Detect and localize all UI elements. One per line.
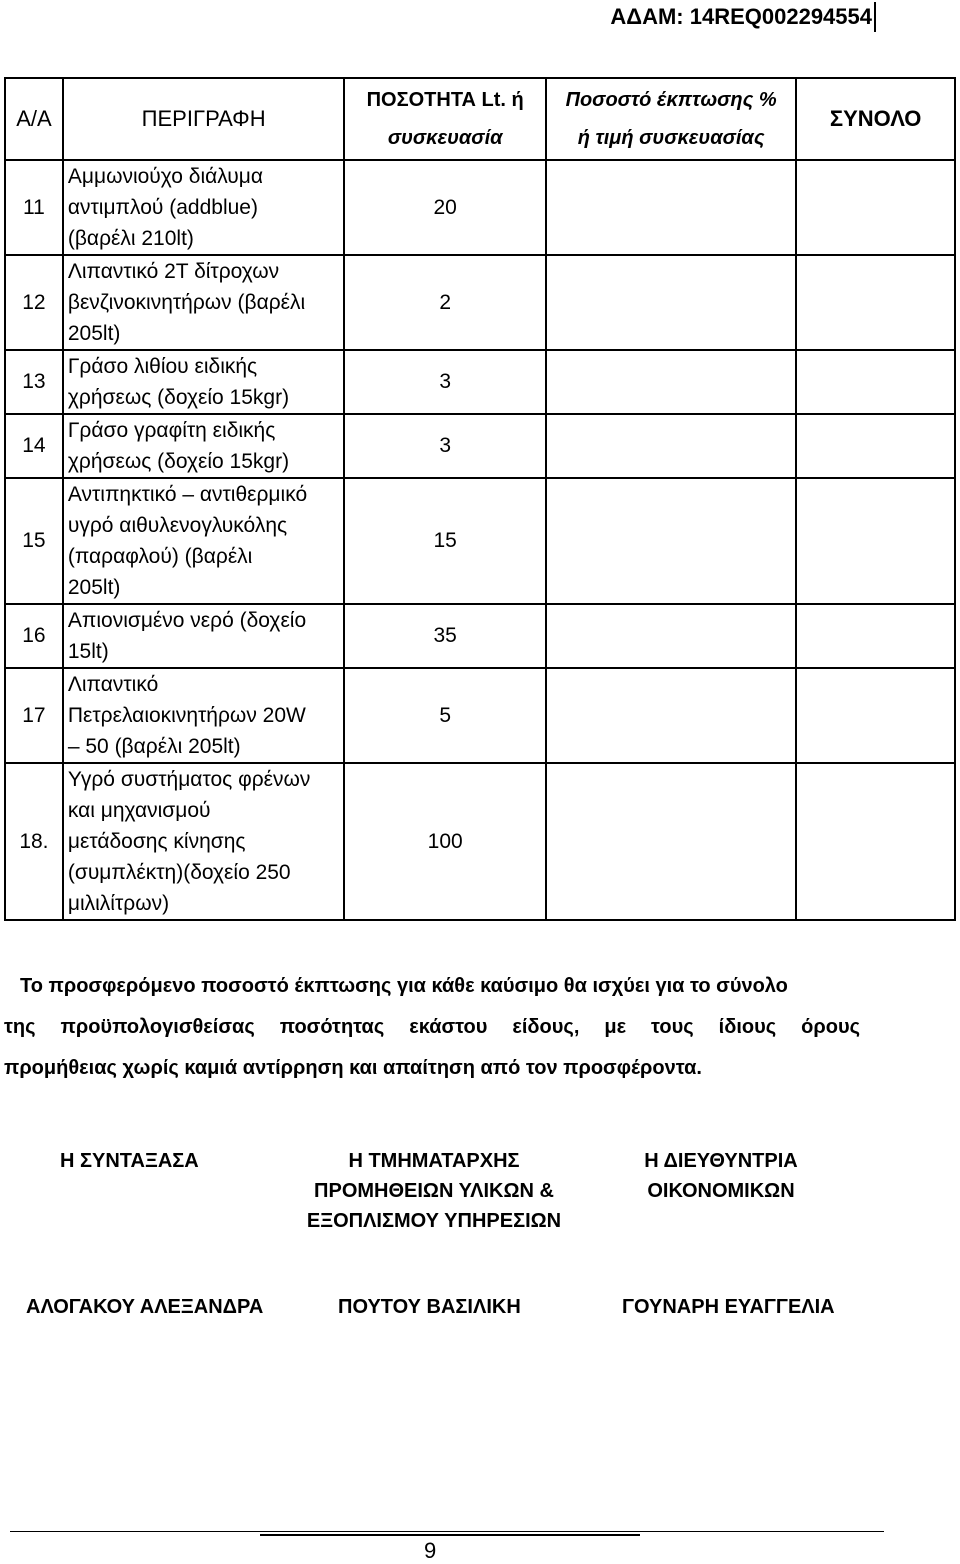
header-description: ΠΕΡΙΓΡΑΦΗ — [63, 78, 345, 160]
row-discount-cell — [546, 763, 796, 920]
description-line: 205lt) — [67, 322, 121, 345]
row-quantity: 5 — [344, 668, 546, 763]
adam-code: ΑΔΑΜ: 14REQ002294554 — [610, 4, 872, 29]
signature-title-1: Η ΣΥΝΤΑΞΑΣΑ — [60, 1150, 199, 1172]
signature-title-3-line1: Η ΔΙΕΥΘΥΝΤΡΙΑ — [644, 1150, 798, 1172]
row-number: 18. — [5, 763, 63, 920]
description-line: χρήσεως (δοχείο 15kgr) — [67, 386, 290, 409]
description-line: 205lt) — [67, 576, 121, 599]
description-line: μιλιλίτρων) — [67, 892, 170, 915]
header-quantity-line1: ΠΟΣΟΤΗΤΑ Lt. ή — [366, 89, 524, 111]
row-number: 17 — [5, 668, 63, 763]
signature-title-2-line3: ΕΞΟΠΛΙΣΜΟΥ ΥΠΗΡΕΣΙΩΝ — [306, 1210, 562, 1232]
table-row — [5, 763, 955, 920]
row-description — [63, 668, 345, 763]
description-line: χρήσεως (δοχείο 15kgr) — [67, 450, 290, 473]
header-discount-line1: Ποσοστό έκπτωσης % — [565, 89, 777, 111]
signature-title-2-line2: ΠΡΟΜΗΘΕΙΩΝ ΥΛΙΚΩΝ & — [314, 1180, 554, 1202]
description-line: και μηχανισμού — [67, 799, 211, 822]
row-total-cell — [796, 478, 955, 604]
description-line: Πετρελαιοκινητήρων 20W — [67, 704, 306, 727]
note-line-2: της προϋπολογισθείσας ποσότητας εκάστου είδους, με τους ίδιους όρους — [4, 1016, 860, 1038]
header-discount — [546, 78, 796, 160]
row-discount-cell — [546, 478, 796, 604]
row-number: 16 — [5, 604, 63, 668]
row-description — [63, 255, 345, 350]
row-description — [63, 604, 345, 668]
row-total-cell — [796, 414, 955, 478]
table-row — [5, 350, 955, 414]
row-number: 14 — [5, 414, 63, 478]
row-total-cell — [796, 668, 955, 763]
row-description — [63, 478, 345, 604]
row-number: 11 — [5, 160, 63, 255]
offer-note — [4, 966, 860, 1089]
table-row — [5, 478, 955, 604]
row-quantity: 35 — [344, 604, 546, 668]
note-line-1: Το προσφερόμενο ποσοστό έκπτωσης για κάθε καύσιμο θα ισχύει για το σύνολο — [20, 975, 788, 997]
description-line: – 50 (βαρέλι 205lt) — [67, 735, 241, 758]
header-quantity-line2: συσκευασία — [387, 127, 503, 149]
row-number: 13 — [5, 350, 63, 414]
description-line: Γράσο γραφίτη ειδικής — [67, 419, 276, 442]
row-total-cell — [796, 255, 955, 350]
signature-name-1: ΑΛΟΓΑΚΟΥ ΑΛΕΞΑΝΔΡΑ — [26, 1296, 264, 1318]
row-quantity: 100 — [344, 763, 546, 920]
signature-title-2-line1: Η ΤΜΗΜΑΤΑΡΧΗΣ — [348, 1150, 520, 1172]
table-row — [5, 160, 955, 255]
description-line: 15lt) — [67, 640, 109, 663]
row-discount-cell — [546, 414, 796, 478]
row-total-cell — [796, 350, 955, 414]
row-quantity: 15 — [344, 478, 546, 604]
description-line: (συμπλέκτη)(δοχείο 250 — [67, 861, 291, 884]
row-total-cell — [796, 160, 955, 255]
description-line: (παραφλού) (βαρέλι — [67, 545, 253, 568]
description-line: βενζινοκινητήρων (βαρέλι — [67, 291, 306, 314]
table-row — [5, 604, 955, 668]
footer-rule-bold — [260, 1534, 640, 1536]
row-total-cell — [796, 604, 955, 668]
description-line: Αμμωνιούχο διάλυμα — [67, 165, 263, 188]
row-discount-cell — [546, 350, 796, 414]
row-quantity: 3 — [344, 350, 546, 414]
table-row — [5, 668, 955, 763]
description-line: (βαρέλι 210lt) — [67, 227, 194, 250]
description-line: Λιπαντικό — [67, 673, 159, 696]
description-line: Υγρό συστήματος φρένων — [67, 768, 311, 791]
page-number: 9 — [424, 1538, 437, 1563]
table-row — [5, 255, 955, 350]
header-quantity — [344, 78, 546, 160]
signature-name-3: ΓΟΥΝΑΡΗ ΕΥΑΓΓΕΛΙΑ — [622, 1296, 835, 1318]
row-discount-cell — [546, 668, 796, 763]
row-number: 12 — [5, 255, 63, 350]
signature-title-3-line2: ΟΙΚΟΝΟΜΙΚΩΝ — [647, 1180, 795, 1202]
description-line: Απιονισμένο νερό (δοχείο — [67, 609, 307, 632]
note-line-3: προμήθειας χωρίς καμιά αντίρρηση και απαίτηση από τον προσφέροντα. — [4, 1057, 702, 1079]
row-quantity: 2 — [344, 255, 546, 350]
row-description — [63, 350, 345, 414]
description-line: υγρό αιθυλενογλυκόλης — [67, 514, 288, 537]
items-table — [4, 77, 956, 921]
description-line: Λιπαντικό 2Τ δίτροχων — [67, 260, 280, 283]
row-quantity: 20 — [344, 160, 546, 255]
row-discount-cell — [546, 160, 796, 255]
header-discount-line2: ή τιμή συσκευασίας — [577, 127, 765, 149]
description-line: Αντιπηκτικό – αντιθερμικό — [67, 483, 308, 506]
row-discount-cell — [546, 255, 796, 350]
row-total-cell — [796, 763, 955, 920]
description-line: Γράσο λιθίου ειδικής — [67, 355, 258, 378]
footer-rule — [10, 1531, 884, 1532]
row-discount-cell — [546, 604, 796, 668]
header-aa: Α/Α — [5, 78, 63, 160]
row-description — [63, 763, 345, 920]
header-total: ΣΥΝΟΛΟ — [796, 78, 955, 160]
description-line: αντιμπλού (addblue) — [67, 196, 258, 219]
signature-title-3 — [616, 1146, 826, 1206]
signature-name-2: ΠΟΥΤΟΥ ΒΑΣΙΛΙΚΗ — [338, 1296, 521, 1318]
row-quantity: 3 — [344, 414, 546, 478]
row-number: 15 — [5, 478, 63, 604]
row-description — [63, 414, 345, 478]
row-description — [63, 160, 345, 255]
signature-title-2 — [284, 1146, 584, 1236]
header-divider — [874, 2, 876, 32]
description-line: μετάδοσης κίνησης — [67, 830, 246, 853]
table-row — [5, 414, 955, 478]
